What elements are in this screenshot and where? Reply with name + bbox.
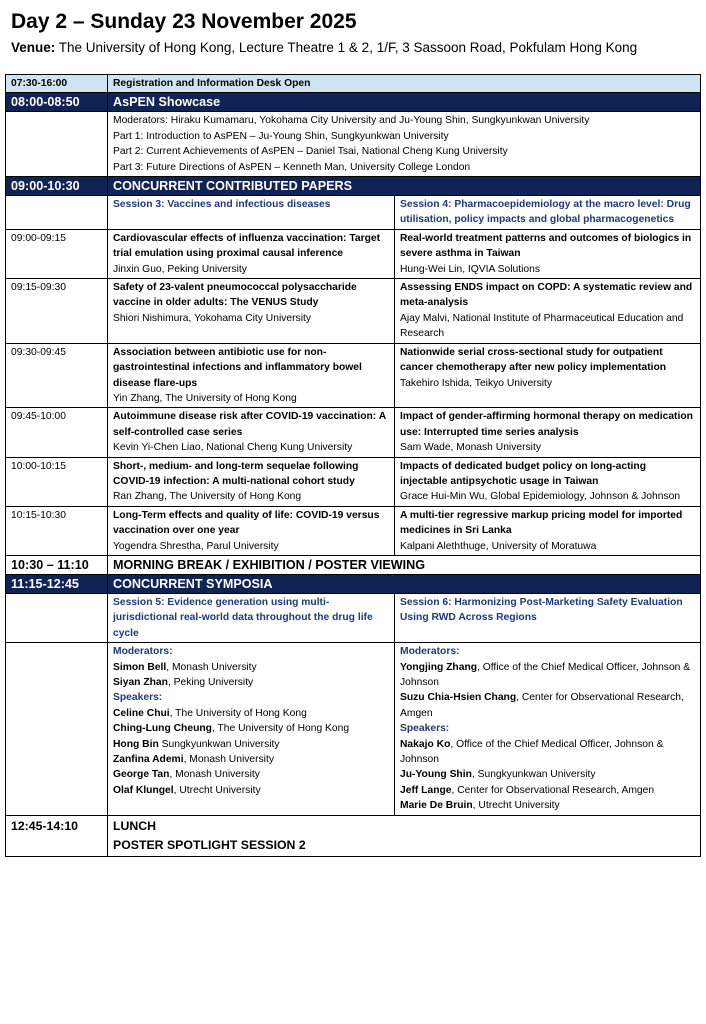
paper-author: Jinxin Guo, Peking University — [113, 263, 247, 275]
person-name: Jeff Lange — [400, 784, 452, 796]
break-row — [6, 555, 701, 574]
paper-title: Long-Term effects and quality of life: COVID-19 versus vaccination over one year — [113, 509, 380, 537]
time-cell: 08:00-08:50 — [6, 93, 108, 112]
person-name: Hong Bin — [113, 738, 159, 750]
person-name: Celine Chui — [113, 707, 170, 719]
person-name: Ching-Lung Cheung — [113, 723, 212, 735]
paper-cell — [108, 229, 395, 278]
paper-title: Safety of 23-valent pneumococcal polysaccharide vaccine in older adults: The VENUS Study — [113, 282, 357, 309]
person-affiliation: , Utrecht University — [472, 800, 560, 812]
person — [113, 675, 390, 690]
paper-row — [6, 408, 701, 457]
session-4-title: Session 4: Pharmacoepidemiology at the macro level: Drug utilisation, policy impacts and global pharmacogenetics — [395, 196, 701, 230]
person-name: Zanfina Ademi — [113, 754, 184, 766]
time-cell: 10:15-10:30 — [6, 506, 108, 555]
person-affiliation: , Monash University — [166, 661, 257, 673]
paper-title: Real-world treatment patterns and outcomes of biologics in severe asthma in Taiwan — [400, 232, 692, 260]
showcase-details — [108, 112, 701, 177]
person — [113, 767, 390, 782]
person-name: Yongjing Zhang — [400, 661, 478, 673]
person-affiliation: , Monash University — [183, 754, 274, 766]
paper-row — [6, 457, 701, 506]
session-6-people — [395, 643, 701, 815]
paper-cell — [108, 506, 395, 555]
person-name: Simon Bell — [113, 661, 167, 673]
person-affiliation: , Office of the Chief Medical Officer, Johnson & Johnson — [400, 738, 664, 766]
paper-cell — [395, 279, 701, 344]
venue-text: The University of Hong Kong, Lecture Theatre 1 & 2, 1/F, 3 Sassoon Road, Pokfulam Hong Kong — [55, 40, 638, 55]
session-6-title: Session 6: Harmonizing Post-Marketing Safety Evaluation Using RWD Across Regions — [395, 593, 701, 642]
paper-author: Shiori Nishimura, Yokohama City University — [113, 312, 312, 324]
time-cell: 12:45-14:10 — [6, 815, 108, 856]
time-cell: 09:45-10:00 — [6, 408, 108, 457]
showcase-detail-row — [6, 112, 701, 177]
showcase-line: Part 2: Current Achievements of AsPEN – Daniel Tsai, National Cheng Kung University — [113, 146, 508, 158]
symposia-sessions-row — [6, 593, 701, 642]
person — [113, 783, 390, 798]
time-cell: 09:30-09:45 — [6, 343, 108, 408]
person — [400, 690, 696, 721]
person-affiliation: , Center for Observational Research, Amgen — [451, 784, 655, 796]
showcase-line: Part 1: Introduction to AsPEN – Ju-Young Shin, Sungkyunkwan University — [113, 130, 449, 142]
paper-cell — [395, 457, 701, 506]
contributed-header-row — [6, 177, 701, 196]
time-cell: 11:15-12:45 — [6, 574, 108, 593]
paper-title: Autoimmune disease risk after COVID-19 vaccination: A self-controlled case series — [113, 411, 386, 438]
paper-cell — [395, 408, 701, 457]
paper-title: Cardiovascular effects of influenza vaccination: Target trial emulation using proximal causal inference — [113, 232, 381, 260]
paper-cell — [395, 229, 701, 278]
symposia-header-row — [6, 574, 701, 593]
showcase-line: Part 3: Future Directions of AsPEN – Kenneth Man, University College London — [113, 161, 471, 173]
person-affiliation: , Utrecht University — [173, 784, 261, 796]
speakers-label: Speakers: — [113, 692, 163, 704]
person — [113, 660, 390, 675]
paper-author: Sam Wade, Monash University — [400, 442, 541, 454]
lunch-label: LUNCH — [113, 818, 157, 833]
paper-cell — [108, 408, 395, 457]
paper-author: Kevin Yi-Chen Liao, National Cheng Kung University — [113, 442, 353, 454]
person-affiliation: , Office of the Chief Medical Officer, Johnson & Johnson — [400, 661, 691, 688]
paper-title: A multi-tier regressive markup pricing model for imported medicines in Sri Lanka — [400, 509, 683, 537]
person — [400, 737, 696, 768]
person-name: Suzu Chia-Hsien Chang — [400, 692, 517, 704]
schedule-table — [5, 74, 701, 857]
paper-row — [6, 229, 701, 278]
time-cell: 07:30-16:00 — [6, 75, 108, 93]
showcase-line: Moderators: Hiraku Kumamaru, Yokohama City University and Ju-Young Shin, Sungkyunkwan University — [113, 115, 590, 127]
page-title: Day 2 – Sunday 23 November 2025 — [11, 10, 357, 33]
person-affiliation: , The University of Hong Kong — [169, 707, 307, 719]
session-3-title: Session 3: Vaccines and infectious diseases — [108, 196, 395, 230]
paper-author: Ajay Malvi, National Institute of Pharmaceutical Education and Research — [400, 312, 684, 340]
person — [113, 706, 390, 721]
paper-author: Kalpani Aleththuge, University of Moratuwa — [400, 540, 597, 552]
paper-title: Assessing ENDS impact on COPD: A systematic review and meta-analysis — [400, 282, 693, 309]
person — [113, 737, 390, 752]
paper-author: Grace Hui-Min Wu, Global Epidemiology, Johnson & Johnson — [400, 491, 681, 503]
paper-author: Takehiro Ishida, Teikyo University — [400, 377, 553, 389]
person — [400, 767, 696, 782]
person-affiliation: , Center for Observational Research, Amgen — [400, 692, 684, 719]
paper-cell — [108, 457, 395, 506]
lunch-cell — [108, 815, 701, 856]
session-5-people — [108, 643, 395, 815]
person-affiliation: , Monash University — [169, 769, 260, 781]
lunch-row — [6, 815, 701, 856]
time-cell: 09:00-09:15 — [6, 229, 108, 278]
symposia-title: CONCURRENT SYMPOSIA — [108, 574, 701, 593]
person-name: Marie De Bruin — [400, 800, 473, 812]
person-name: Ju-Young Shin — [400, 769, 472, 781]
person-affiliation: Sungkyunkwan University — [158, 738, 280, 750]
person — [113, 721, 390, 736]
contributed-title: CONCURRENT CONTRIBUTED PAPERS — [108, 177, 701, 196]
time-cell: 09:00-10:30 — [6, 177, 108, 196]
venue-line — [11, 40, 637, 55]
paper-row — [6, 279, 701, 344]
person-affiliation: , Sungkyunkwan University — [471, 769, 596, 781]
person-name: Siyan Zhan — [113, 677, 168, 688]
person-name: Olaf Klungel — [113, 784, 174, 796]
person-name: George Tan — [113, 769, 170, 781]
person-affiliation: , The University of Hong Kong — [211, 723, 350, 735]
paper-title: Association between antibiotic use for non-gastrointestinal infections and inflammatory bowel disease flare-ups — [113, 346, 362, 389]
paper-cell — [395, 343, 701, 408]
moderators-label: Moderators: — [400, 646, 460, 658]
paper-title: Impacts of dedicated budget policy on long-acting injectable antipsychotic usage in Taiwan — [400, 460, 646, 487]
poster-spotlight-label: POSTER SPOTLIGHT SESSION 2 — [113, 837, 306, 852]
paper-cell — [395, 506, 701, 555]
moderators-label: Moderators: — [113, 646, 173, 658]
speakers-label: Speakers: — [400, 723, 450, 735]
person-name: Nakajo Ko — [400, 738, 451, 750]
break-label: MORNING BREAK / EXHIBITION / POSTER VIEWING — [108, 555, 701, 574]
venue-label: Venue: — [11, 40, 56, 55]
paper-author: Yogendra Shrestha, Parul University — [113, 540, 279, 552]
paper-author: Hung-Wei Lin, IQVIA Solutions — [400, 263, 541, 275]
paper-cell — [108, 343, 395, 408]
registration-row — [6, 75, 701, 93]
contributed-sessions-row — [6, 196, 701, 230]
symposia-people-row — [6, 643, 701, 815]
person — [400, 783, 696, 798]
paper-author: Yin Zhang, The University of Hong Kong — [113, 392, 297, 404]
person — [400, 660, 696, 691]
time-cell: 09:15-09:30 — [6, 279, 108, 344]
person — [400, 798, 696, 813]
paper-author: Ran Zhang, The University of Hong Kong — [113, 491, 302, 503]
paper-row — [6, 506, 701, 555]
showcase-header-row — [6, 93, 701, 112]
paper-title: Short-, medium- and long-term sequelae following COVID-19 infection: A multi-national cohort study — [113, 460, 359, 487]
session-5-title: Session 5: Evidence generation using multi-jurisdictional real-world data throughout the drug life cycle — [108, 593, 395, 642]
registration-label: Registration and Information Desk Open — [108, 75, 701, 93]
paper-title: Impact of gender-affirming hormonal therapy on medication use: Interrupted time series analysis — [400, 411, 693, 438]
time-cell: 10:30 – 11:10 — [6, 555, 108, 574]
paper-cell — [108, 279, 395, 344]
person-affiliation: , Peking University — [167, 677, 254, 688]
paper-row — [6, 343, 701, 408]
paper-title: Nationwide serial cross-sectional study for outpatient cancer chemotherapy after new policy implementation — [400, 346, 667, 374]
time-cell: 10:00-10:15 — [6, 457, 108, 506]
showcase-title: AsPEN Showcase — [108, 93, 701, 112]
person — [113, 752, 390, 767]
